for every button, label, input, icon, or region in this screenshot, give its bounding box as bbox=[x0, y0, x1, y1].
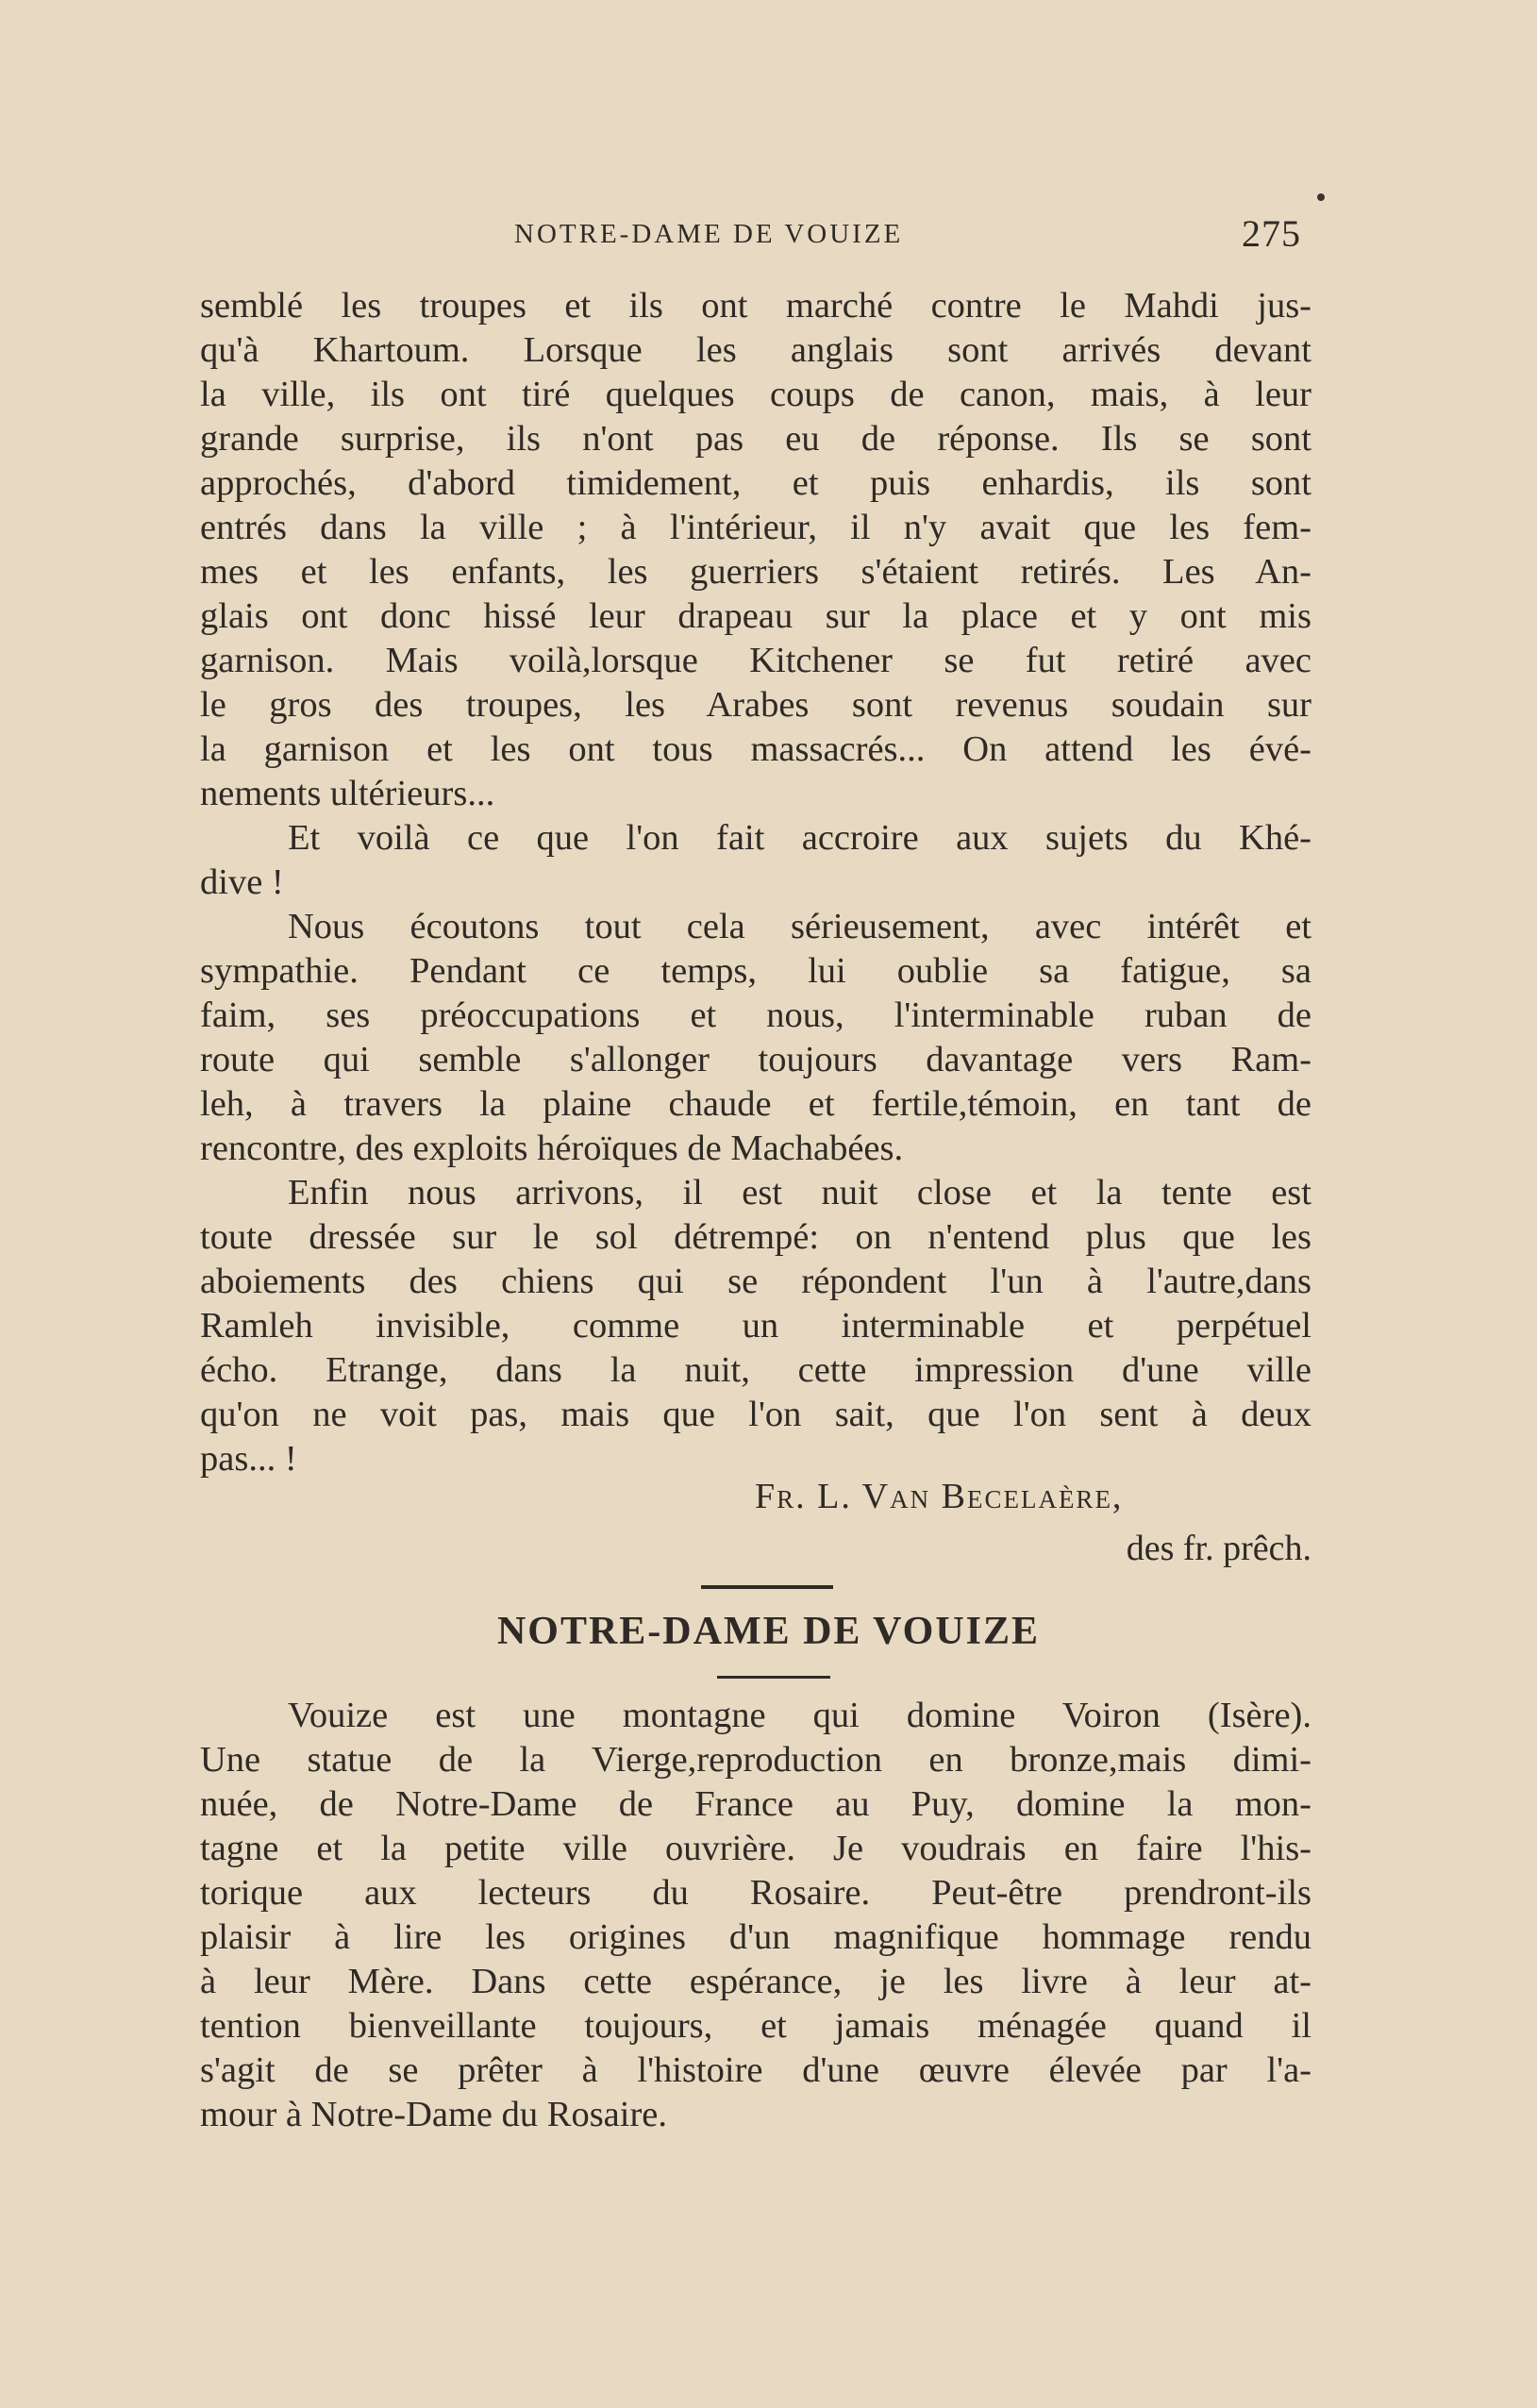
article-body-1 bbox=[200, 284, 1311, 1481]
section-divider-top bbox=[701, 1585, 833, 1589]
text-line: plaisir à lire les origines d'un magnifique hommage rendu bbox=[200, 1917, 1311, 1957]
text-line: glais ont donc hissé leur drapeau sur la place et y ont mis bbox=[200, 596, 1311, 636]
text-line: sympathie. Pendant ce temps, lui oublie sa fatigue, sa bbox=[200, 951, 1311, 991]
text-line: semblé les troupes et ils ont marché contre le Mahdi jus- bbox=[200, 286, 1311, 326]
section-title: NOTRE-DAME DE VOUIZE bbox=[496, 1610, 1041, 1653]
text-line: aboiements des chiens qui se répondent l'un à l'autre,dans bbox=[200, 1262, 1311, 1301]
text-line: à leur Mère. Dans cette espérance, je les livre à leur at- bbox=[200, 1962, 1311, 2001]
text-line: la garnison et les ont tous massacrés... On attend les évé- bbox=[200, 729, 1311, 769]
text-line: le gros des troupes, les Arabes sont revenus soudain sur bbox=[200, 685, 1311, 725]
text-line: nuée, de Notre-Dame de France au Puy, domine la mon- bbox=[200, 1784, 1311, 1824]
text-line: s'agit de se prêter à l'histoire d'une œuvre élevée par l'a- bbox=[200, 2050, 1311, 2090]
text-line: Une statue de la Vierge,reproduction en bronze,mais dimi- bbox=[200, 1740, 1311, 1780]
text-line: qu'on ne voit pas, mais que l'on sait, que l'on sent à deux bbox=[200, 1395, 1311, 1434]
ink-speck bbox=[1317, 193, 1325, 201]
text-line: qu'à Khartoum. Lorsque les anglais sont arrivés devant bbox=[200, 330, 1311, 370]
page-number: 275 bbox=[1242, 212, 1301, 255]
text-line: tention bienveillante toujours, et jamais ménagée quand il bbox=[200, 2006, 1311, 2046]
text-line: Et voilà ce que l'on fait accroire aux sujets du Khé- bbox=[288, 818, 1311, 858]
author-signature: Fr. L. Van Becelaère, bbox=[755, 1477, 1124, 1516]
signature-block bbox=[745, 1471, 1311, 1575]
article-body-2 bbox=[200, 1694, 1311, 2137]
running-title: NOTRE-DAME DE VOUIZE bbox=[514, 219, 904, 249]
text-line: faim, ses préoccupations et nous, l'interminable ruban de bbox=[200, 995, 1311, 1035]
text-line: mour à Notre-Dame du Rosaire. bbox=[200, 2095, 667, 2134]
text-line: la ville, ils ont tiré quelques coups de canon, mais, à leur bbox=[200, 375, 1311, 414]
text-line: torique aux lecteurs du Rosaire. Peut-être prendront-ils bbox=[200, 1873, 1311, 1913]
text-line: dive ! bbox=[200, 862, 284, 902]
text-line: rencontre, des exploits héroïques de Machabées. bbox=[200, 1129, 904, 1168]
text-line: écho. Etrange, dans la nuit, cette impression d'une ville bbox=[200, 1350, 1311, 1390]
text-line: toute dressée sur le sol détrempé: on n'entend plus que les bbox=[200, 1217, 1311, 1257]
author-order: des fr. prêch. bbox=[1126, 1529, 1311, 1568]
text-line: leh, à travers la plaine chaude et fertile,témoin, en tant de bbox=[200, 1084, 1311, 1124]
text-line: mes et les enfants, les guerriers s'étaient retirés. Les An- bbox=[200, 552, 1311, 592]
text-line: pas... ! bbox=[200, 1439, 297, 1479]
text-line: nements ultérieurs... bbox=[200, 774, 495, 813]
text-line: Vouize est une montagne qui domine Voiron (Isère). bbox=[288, 1696, 1311, 1735]
text-line: route qui semble s'allonger toujours davantage vers Ram- bbox=[200, 1040, 1311, 1079]
text-line: Nous écoutons tout cela sérieusement, avec intérêt et bbox=[288, 907, 1311, 946]
text-line: tagne et la petite ville ouvrière. Je voudrais en faire l'his- bbox=[200, 1829, 1311, 1868]
text-line: Enfin nous arrivons, il est nuit close et la tente est bbox=[288, 1173, 1311, 1212]
text-line: Ramleh invisible, comme un interminable et perpétuel bbox=[200, 1306, 1311, 1346]
text-line: entrés dans la ville ; à l'intérieur, il n'y avait que les fem- bbox=[200, 508, 1311, 547]
text-line: approchés, d'abord timidement, et puis enhardis, ils sont bbox=[200, 463, 1311, 503]
text-line: grande surprise, ils n'ont pas eu de réponse. Ils se sont bbox=[200, 419, 1311, 459]
running-header bbox=[0, 212, 1537, 257]
text-line: garnison. Mais voilà,lorsque Kitchener se fut retiré avec bbox=[200, 641, 1311, 680]
section-divider-bottom bbox=[717, 1676, 830, 1679]
